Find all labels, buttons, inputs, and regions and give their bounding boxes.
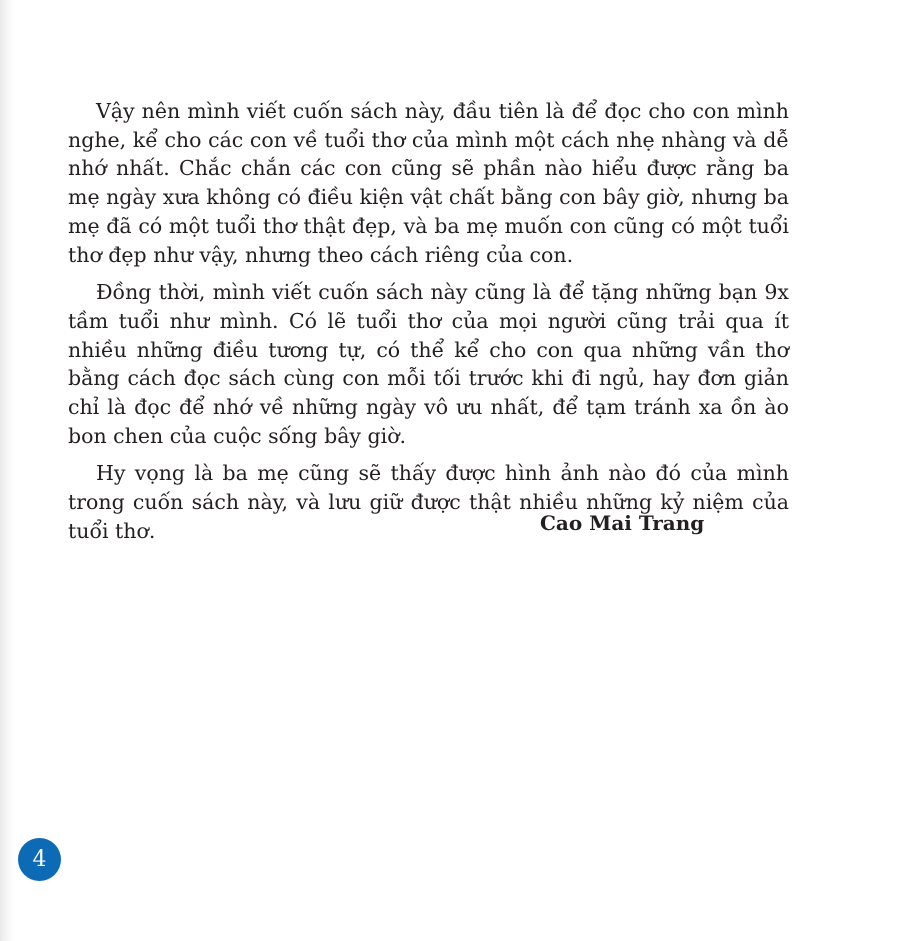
author-signature: Cao Mai Trang: [540, 511, 705, 535]
paragraph-2: Đồng thời, mình viết cuốn sách này cũng là để tặng những bạn 9x tầm tuổi như mình. Có lẽ tuổi thơ của mọi người cũng trải qua ít nhiều những điều tương tự, có thể kể cho con qua những vần thơ bằng cách đọc sách cùng con mỗi tối trước khi đi ngủ, hay đơn giản chỉ là đọc để nhớ về những ngày vô ưu nhất, để tạm tránh xa ồn ào bon chen của cuộc sống bây giờ.: [68, 280, 789, 448]
paragraph-3: Hy vọng là ba mẹ cũng sẽ thấy được hình ảnh nào đó của mình trong cuốn sách này, và lưu giữ được thật nhiều những kỷ niệm của tuổi thơ.: [68, 461, 789, 543]
page-number-badge: 4: [18, 838, 61, 881]
body-text: [68, 97, 789, 555]
paragraph-1: Vậy nên mình viết cuốn sách này, đầu tiên là để đọc cho con mình nghe, kể cho các con về tuổi thơ của mình một cách nhẹ nhàng và dễ nhớ nhất. Chắc chắn các con cũng sẽ phần nào hiểu được rằng ba mẹ ngày xưa không có điều kiện vật chất bằng con bây giờ, nhưng ba mẹ đã có một tuổi thơ thật đẹp, và ba mẹ muốn con cũng có một tuổi thơ đẹp như vậy, nhưng theo cách riêng của con.: [68, 99, 789, 267]
spine-shadow: [0, 0, 14, 941]
